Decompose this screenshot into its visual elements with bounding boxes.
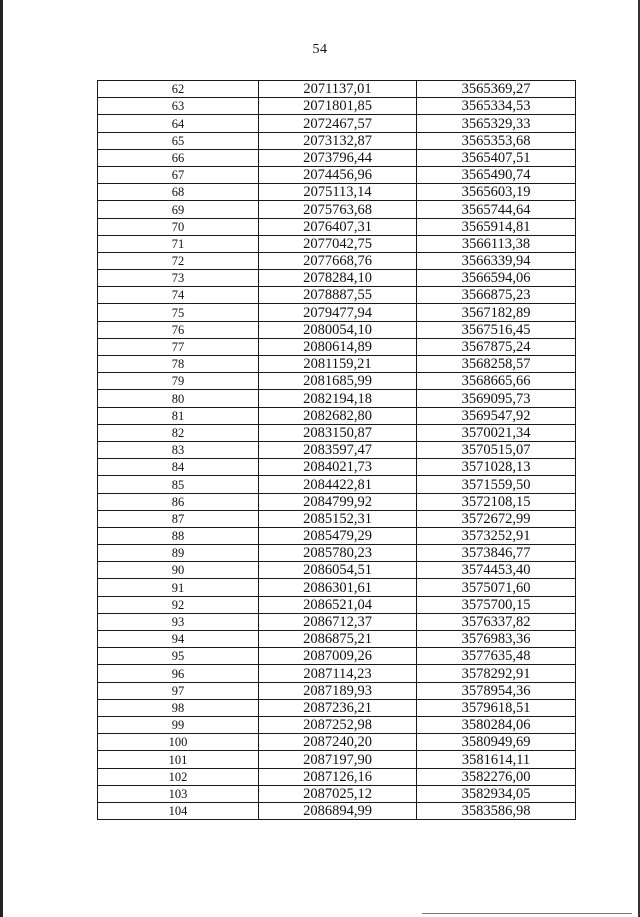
point-number-cell: 89 — [98, 545, 259, 562]
x-coordinate-cell: 2086712,37 — [259, 613, 417, 630]
table-row — [98, 304, 576, 321]
y-coordinate-cell: 3572672,99 — [417, 510, 576, 527]
point-number-cell: 70 — [98, 218, 259, 235]
point-number-cell: 94 — [98, 631, 259, 648]
x-coordinate-cell: 2083150,87 — [259, 424, 417, 441]
table-row — [98, 596, 576, 613]
x-coordinate-cell: 2073132,87 — [259, 132, 417, 149]
y-coordinate-cell: 3565744,64 — [417, 201, 576, 218]
point-number-cell: 62 — [98, 81, 259, 98]
x-coordinate-cell: 2081685,99 — [259, 373, 417, 390]
point-number-cell: 81 — [98, 407, 259, 424]
x-coordinate-cell: 2082682,80 — [259, 407, 417, 424]
x-coordinate-cell: 2084021,73 — [259, 459, 417, 476]
x-coordinate-cell: 2076407,31 — [259, 218, 417, 235]
table-row — [98, 665, 576, 682]
table-row — [98, 682, 576, 699]
y-coordinate-cell: 3567182,89 — [417, 304, 576, 321]
x-coordinate-cell: 2081159,21 — [259, 356, 417, 373]
y-coordinate-cell: 3565407,51 — [417, 149, 576, 166]
point-number-cell: 87 — [98, 510, 259, 527]
coordinates-table-body — [98, 81, 576, 820]
table-row — [98, 441, 576, 458]
y-coordinate-cell: 3572108,15 — [417, 493, 576, 510]
y-coordinate-cell: 3573846,77 — [417, 545, 576, 562]
point-number-cell: 98 — [98, 699, 259, 716]
x-coordinate-cell: 2080054,10 — [259, 321, 417, 338]
point-number-cell: 96 — [98, 665, 259, 682]
point-number-cell: 97 — [98, 682, 259, 699]
y-coordinate-cell: 3566339,94 — [417, 252, 576, 269]
y-coordinate-cell: 3576983,36 — [417, 631, 576, 648]
x-coordinate-cell: 2086301,61 — [259, 579, 417, 596]
x-coordinate-cell: 2087126,16 — [259, 768, 417, 785]
table-row — [98, 527, 576, 544]
table-row — [98, 476, 576, 493]
x-coordinate-cell: 2085780,23 — [259, 545, 417, 562]
table-row — [98, 235, 576, 252]
x-coordinate-cell: 2082194,18 — [259, 390, 417, 407]
point-number-cell: 84 — [98, 459, 259, 476]
x-coordinate-cell: 2071137,01 — [259, 81, 417, 98]
x-coordinate-cell: 2087197,90 — [259, 751, 417, 768]
y-coordinate-cell: 3566875,23 — [417, 287, 576, 304]
y-coordinate-cell: 3569547,92 — [417, 407, 576, 424]
table-row — [98, 270, 576, 287]
y-coordinate-cell: 3580949,69 — [417, 734, 576, 751]
y-coordinate-cell: 3565334,53 — [417, 98, 576, 115]
point-number-cell: 82 — [98, 424, 259, 441]
table-row — [98, 218, 576, 235]
y-coordinate-cell: 3565369,27 — [417, 81, 576, 98]
y-coordinate-cell: 3571028,13 — [417, 459, 576, 476]
table-row — [98, 716, 576, 733]
table-row — [98, 115, 576, 132]
y-coordinate-cell: 3577635,48 — [417, 648, 576, 665]
table-row — [98, 751, 576, 768]
point-number-cell: 83 — [98, 441, 259, 458]
x-coordinate-cell: 2086054,51 — [259, 562, 417, 579]
x-coordinate-cell: 2085152,31 — [259, 510, 417, 527]
point-number-cell: 80 — [98, 390, 259, 407]
coordinates-table — [97, 80, 576, 820]
x-coordinate-cell: 2087236,21 — [259, 699, 417, 716]
y-coordinate-cell: 3582934,05 — [417, 785, 576, 802]
x-coordinate-cell: 2086894,99 — [259, 802, 417, 819]
table-row — [98, 373, 576, 390]
table-row — [98, 356, 576, 373]
x-coordinate-cell: 2084422,81 — [259, 476, 417, 493]
point-number-cell: 75 — [98, 304, 259, 321]
x-coordinate-cell: 2078284,10 — [259, 270, 417, 287]
point-number-cell: 99 — [98, 716, 259, 733]
table-row — [98, 390, 576, 407]
bottom-rule — [422, 913, 632, 914]
table-row — [98, 579, 576, 596]
x-coordinate-cell: 2086875,21 — [259, 631, 417, 648]
x-coordinate-cell: 2078887,55 — [259, 287, 417, 304]
table-row — [98, 613, 576, 630]
y-coordinate-cell: 3583586,98 — [417, 802, 576, 819]
point-number-cell: 76 — [98, 321, 259, 338]
point-number-cell: 64 — [98, 115, 259, 132]
y-coordinate-cell: 3570515,07 — [417, 441, 576, 458]
table-row — [98, 166, 576, 183]
x-coordinate-cell: 2077668,76 — [259, 252, 417, 269]
point-number-cell: 102 — [98, 768, 259, 785]
table-row — [98, 493, 576, 510]
table-row — [98, 734, 576, 751]
table-row — [98, 510, 576, 527]
y-coordinate-cell: 3569095,73 — [417, 390, 576, 407]
table-row — [98, 132, 576, 149]
point-number-cell: 69 — [98, 201, 259, 218]
y-coordinate-cell: 3568258,57 — [417, 356, 576, 373]
y-coordinate-cell: 3565914,81 — [417, 218, 576, 235]
y-coordinate-cell: 3571559,50 — [417, 476, 576, 493]
point-number-cell: 103 — [98, 785, 259, 802]
point-number-cell: 77 — [98, 338, 259, 355]
point-number-cell: 73 — [98, 270, 259, 287]
y-coordinate-cell: 3576337,82 — [417, 613, 576, 630]
y-coordinate-cell: 3575700,15 — [417, 596, 576, 613]
x-coordinate-cell: 2075113,14 — [259, 184, 417, 201]
x-coordinate-cell: 2087114,23 — [259, 665, 417, 682]
y-coordinate-cell: 3568665,66 — [417, 373, 576, 390]
x-coordinate-cell: 2072467,57 — [259, 115, 417, 132]
y-coordinate-cell: 3578954,36 — [417, 682, 576, 699]
table-row — [98, 802, 576, 819]
point-number-cell: 65 — [98, 132, 259, 149]
x-coordinate-cell: 2079477,94 — [259, 304, 417, 321]
point-number-cell: 66 — [98, 149, 259, 166]
point-number-cell: 67 — [98, 166, 259, 183]
table-row — [98, 321, 576, 338]
x-coordinate-cell: 2087252,98 — [259, 716, 417, 733]
point-number-cell: 86 — [98, 493, 259, 510]
y-coordinate-cell: 3580284,06 — [417, 716, 576, 733]
y-coordinate-cell: 3582276,00 — [417, 768, 576, 785]
point-number-cell: 85 — [98, 476, 259, 493]
y-coordinate-cell: 3566594,06 — [417, 270, 576, 287]
page-edge-left — [0, 0, 3, 917]
point-number-cell: 72 — [98, 252, 259, 269]
table-row — [98, 562, 576, 579]
y-coordinate-cell: 3575071,60 — [417, 579, 576, 596]
y-coordinate-cell: 3573252,91 — [417, 527, 576, 544]
y-coordinate-cell: 3565603,19 — [417, 184, 576, 201]
table-row — [98, 699, 576, 716]
x-coordinate-cell: 2073796,44 — [259, 149, 417, 166]
x-coordinate-cell: 2083597,47 — [259, 441, 417, 458]
y-coordinate-cell: 3581614,11 — [417, 751, 576, 768]
table-row — [98, 407, 576, 424]
x-coordinate-cell: 2077042,75 — [259, 235, 417, 252]
table-row — [98, 648, 576, 665]
x-coordinate-cell: 2087025,12 — [259, 785, 417, 802]
page-number: 54 — [312, 42, 328, 57]
table-row — [98, 631, 576, 648]
x-coordinate-cell: 2084799,92 — [259, 493, 417, 510]
table-row — [98, 287, 576, 304]
table-row — [98, 98, 576, 115]
y-coordinate-cell: 3579618,51 — [417, 699, 576, 716]
point-number-cell: 74 — [98, 287, 259, 304]
point-number-cell: 90 — [98, 562, 259, 579]
x-coordinate-cell: 2074456,96 — [259, 166, 417, 183]
x-coordinate-cell: 2087240,20 — [259, 734, 417, 751]
table-row — [98, 459, 576, 476]
table-row — [98, 768, 576, 785]
point-number-cell: 101 — [98, 751, 259, 768]
y-coordinate-cell: 3566113,38 — [417, 235, 576, 252]
x-coordinate-cell: 2087189,93 — [259, 682, 417, 699]
table-row — [98, 201, 576, 218]
point-number-cell: 63 — [98, 98, 259, 115]
table-row — [98, 785, 576, 802]
table-row — [98, 184, 576, 201]
table-row — [98, 545, 576, 562]
y-coordinate-cell: 3574453,40 — [417, 562, 576, 579]
x-coordinate-cell: 2071801,85 — [259, 98, 417, 115]
point-number-cell: 68 — [98, 184, 259, 201]
x-coordinate-cell: 2087009,26 — [259, 648, 417, 665]
y-coordinate-cell: 3567516,45 — [417, 321, 576, 338]
x-coordinate-cell: 2080614,89 — [259, 338, 417, 355]
x-coordinate-cell: 2085479,29 — [259, 527, 417, 544]
table-row — [98, 424, 576, 441]
point-number-cell: 88 — [98, 527, 259, 544]
point-number-cell: 91 — [98, 579, 259, 596]
y-coordinate-cell: 3565353,68 — [417, 132, 576, 149]
table-row — [98, 81, 576, 98]
y-coordinate-cell: 3578292,91 — [417, 665, 576, 682]
point-number-cell: 100 — [98, 734, 259, 751]
point-number-cell: 93 — [98, 613, 259, 630]
point-number-cell: 71 — [98, 235, 259, 252]
y-coordinate-cell: 3565490,74 — [417, 166, 576, 183]
table-row — [98, 338, 576, 355]
y-coordinate-cell: 3567875,24 — [417, 338, 576, 355]
table-row — [98, 252, 576, 269]
y-coordinate-cell: 3570021,34 — [417, 424, 576, 441]
x-coordinate-cell: 2086521,04 — [259, 596, 417, 613]
point-number-cell: 95 — [98, 648, 259, 665]
point-number-cell: 92 — [98, 596, 259, 613]
x-coordinate-cell: 2075763,68 — [259, 201, 417, 218]
point-number-cell: 78 — [98, 356, 259, 373]
table-row — [98, 149, 576, 166]
point-number-cell: 104 — [98, 802, 259, 819]
y-coordinate-cell: 3565329,33 — [417, 115, 576, 132]
point-number-cell: 79 — [98, 373, 259, 390]
